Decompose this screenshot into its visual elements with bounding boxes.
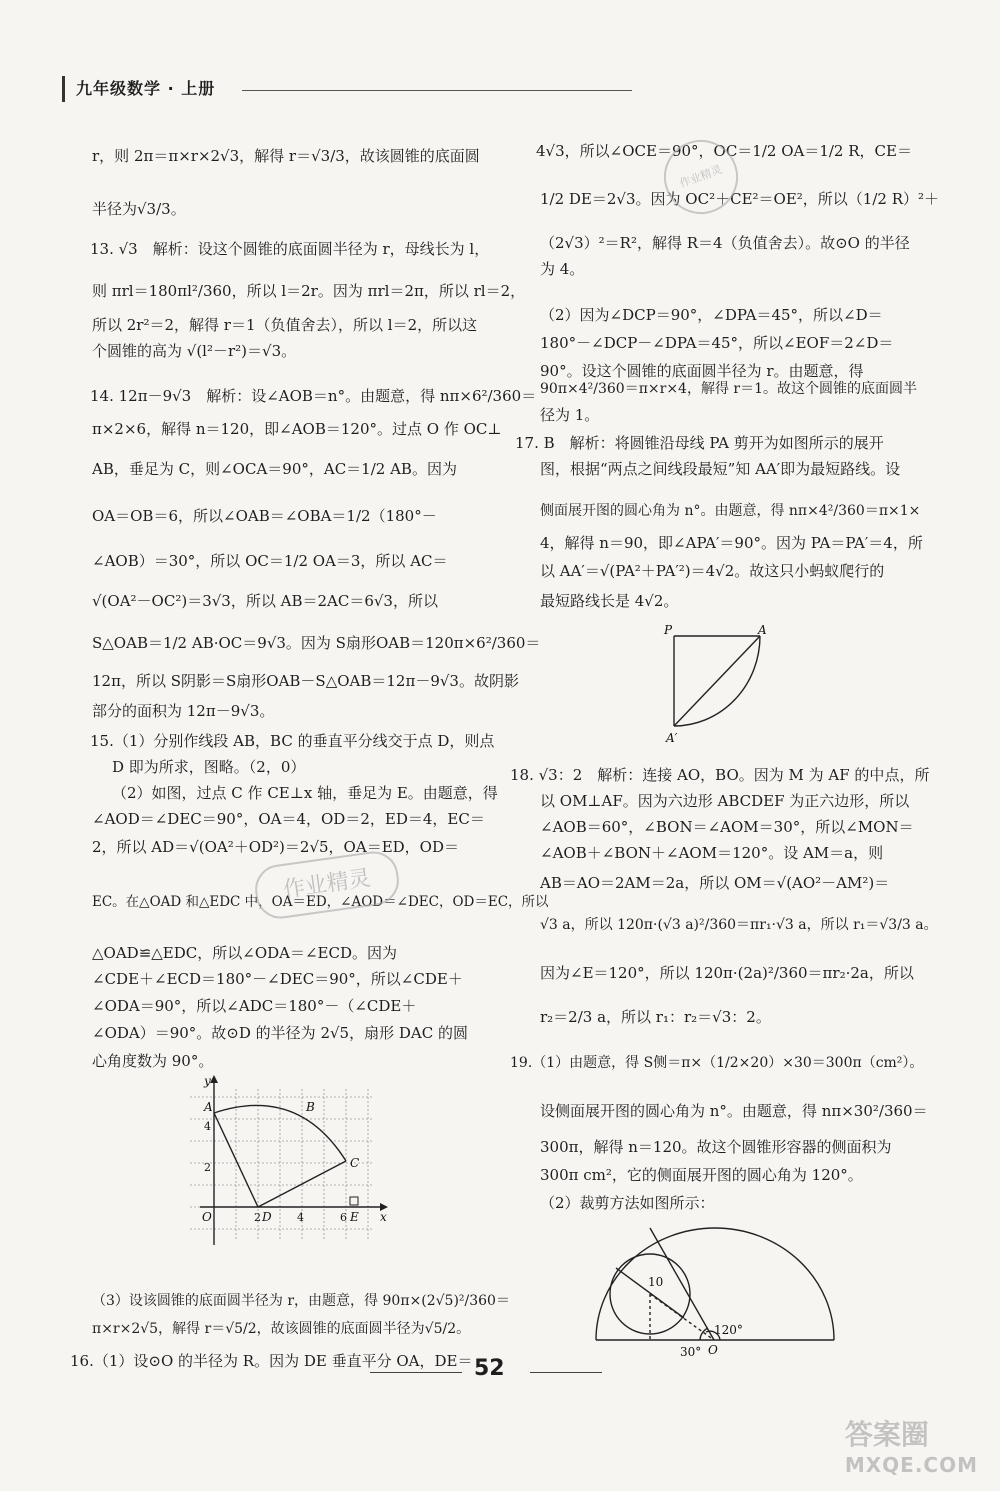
page-number-bar: [0, 1354, 1000, 1390]
text-line: 17. B 解析：将圆锥沿母线 PA 剪开为如图所示的展开: [515, 434, 884, 452]
text-line: （2√3）²＝R²，解得 R＝4（负值舍去）。故⊙O 的半径: [540, 234, 910, 252]
text-line: 300π，解得 n＝120。故这个圆锥形容器的侧面积为: [540, 1138, 892, 1156]
label-a: A: [758, 623, 767, 637]
label-d: D: [262, 1210, 272, 1224]
text-line: （2）如图，过点 C 作 CE⊥x 轴，垂足为 E。由题意，得: [112, 784, 498, 802]
label-c: C: [350, 1156, 360, 1170]
text-line: △OAD≌△EDC，所以∠ODA＝∠ECD。因为: [92, 944, 397, 962]
angle-arc-small: [700, 1328, 708, 1340]
text-line: ∠AOB）＝30°，所以 OC＝1/2 OA＝3，所以 AC＝: [92, 552, 448, 570]
text-line: 14. 12π－9√3 解析：设∠AOB＝n°。由题意，得 nπ×6²/360＝: [90, 387, 537, 405]
label-a-prime: A′: [666, 731, 678, 745]
text-line: 径为 1。: [540, 406, 600, 424]
text-line: 16.（1）设⊙O 的半径为 R。因为 DE 垂直平分 OA，DE＝: [70, 1352, 473, 1370]
text-line: 18. √3：2 解析：连接 AO，BO。因为 M 为 AF 的中点，所: [510, 766, 930, 784]
page-number: 52: [474, 1356, 505, 1381]
text-line: 以 OM⊥AF。因为六边形 ABCDEF 为正六边形，所以: [540, 792, 910, 810]
right-angle-mark: [350, 1197, 358, 1205]
text-line: 因为∠E＝120°，所以 120π·(2a)²/360＝πr₂·2a，所以: [540, 964, 914, 982]
text-line: r，则 2π＝π×r×2√3，解得 r＝√3/3，故该圆锥的底面圆: [92, 147, 480, 165]
text-line: ∠AOB＝60°，∠BON＝∠AOM＝30°，所以∠MON＝: [540, 818, 914, 836]
text-line: AB，垂足为 C，则∠OCA＝90°，AC＝1/2 AB。因为: [92, 460, 457, 478]
tick-y-4: 4: [204, 1120, 211, 1133]
label-o: O: [202, 1210, 212, 1224]
text-line: 最短路线长是 4√2。: [540, 592, 679, 610]
watermark-sub: MXQE.COM: [844, 1453, 978, 1477]
watermark-stamp-mid: [252, 848, 402, 922]
label-p: P: [664, 623, 673, 637]
text-line: 所以 2r²＝2，解得 r＝1（负值舍去），所以 l＝2，所以这: [92, 316, 478, 334]
text-line: 13. √3 解析：设这个圆锥的底面圆半径为 r，母线长为 l，: [90, 240, 490, 258]
coordinate-grid-figure: [180, 1075, 390, 1255]
text-line: r₂＝2/3 a，所以 r₁：r₂＝√3：2。: [540, 1008, 771, 1026]
header-rule: [242, 90, 632, 91]
text-line: OA＝OB＝6，所以∠OAB＝∠OBA＝1/2（180°－: [92, 507, 437, 525]
tick-y-2: 2: [204, 1161, 211, 1174]
label-b: B: [306, 1100, 315, 1114]
text-line: √3 a，所以 120π·(√3 a)²/360＝πr₁·√3 a，所以 r₁＝√3/3 a。: [540, 917, 938, 933]
tick-x-2: 2: [254, 1211, 261, 1224]
text-line: 90π×4²/360＝π×r×4，解得 r＝1。故这个圆锥的底面圆半: [540, 381, 918, 397]
text-line: （2）因为∠DCP＝90°，∠DPA＝45°，所以∠D＝: [540, 306, 883, 324]
text-line: ∠ODA＝90°，所以∠ADC＝180°－（∠CDE＋: [92, 997, 417, 1015]
text-line: D 即为所求，图略。（2，0）: [112, 758, 306, 776]
text-line: 300π cm²，它的侧面展开图的圆心角为 120°。: [540, 1166, 863, 1184]
text-line: （2）裁剪方法如图所示：: [540, 1194, 715, 1212]
text-line: π×r×2√5，解得 r＝√5/2，故该圆锥的底面圆半径为√5/2。: [92, 1321, 471, 1337]
text-line: S△OAB＝1/2 AB·OC＝9√3。因为 S扇形OAB＝120π×6²/360＝: [92, 634, 541, 652]
text-line: 180°－∠DCP－∠DPA＝45°，所以∠EOF＝2∠D＝: [540, 334, 894, 352]
text-line: 15.（1）分别作线段 AB，BC 的垂直平分线交于点 D，则点: [90, 732, 495, 750]
text-line: 4，解得 n＝90，即∠APA′＝90°。因为 PA＝PA′＝4，所: [540, 534, 923, 552]
stamp-text: 作业精灵: [281, 866, 373, 904]
cone-unfold-figure: [660, 622, 780, 747]
header-title: 九年级数学 · 上册: [76, 79, 216, 98]
text-line: （3）设该圆锥的底面圆半径为 r，由题意，得 90π×(2√5)²/360＝: [92, 1293, 510, 1309]
text-line: 侧面展开图的圆心角为 n°。由题意，得 nπ×4²/360＝π×1×: [540, 503, 921, 519]
text-line: 90°。设这个圆锥的底面圆半径为 r。由题意，得: [540, 362, 864, 380]
tick-x-4: 4: [297, 1211, 304, 1224]
segment-dc: [258, 1161, 346, 1207]
text-line: 19.（1）由题意，得 S侧＝π×（1/2×20）×30＝300π（cm²）。: [510, 1055, 924, 1071]
text-line: AB＝AO＝2AM＝2a，所以 OM＝√(AO²－AM²)＝: [540, 874, 890, 892]
page-rule-right: [530, 1372, 602, 1373]
page-rule-left: [370, 1372, 462, 1373]
watermark-main: 答案圈: [844, 1418, 929, 1451]
cutting-method-figure: [590, 1222, 840, 1362]
header-bar: [62, 76, 65, 102]
text-line: ∠ODA）＝90°。故⊙D 的半径为 2√5，扇形 DAC 的圆: [92, 1024, 468, 1042]
text-line: ∠CDE＋∠ECD＝180°－∠DEC＝90°，所以∠CDE＋: [92, 970, 463, 988]
text-line: ∠AOB＋∠BON＋∠AOM＝120°。设 AM＝a，则: [540, 844, 884, 862]
label-e: E: [350, 1210, 359, 1224]
text-line: ∠AOD＝∠DEC＝90°，OA＝4，OD＝2，ED＝4，EC＝: [92, 810, 485, 828]
text-line: 以 AA′＝√(PA²＋PA′²)＝4√2。故这只小蚂蚁爬行的: [540, 562, 885, 580]
text-line: 12π，所以 S阴影＝S扇形OAB－S△OAB＝12π－9√3。故阴影: [92, 672, 519, 690]
tick-x-6: 6: [340, 1211, 347, 1224]
text-line: 半径为√3/3。: [92, 200, 186, 218]
text-line: 图，根据“两点之间线段最短”知 AA′即为最短路线。设: [540, 460, 901, 478]
text-line: 则 πrl＝180πl²/360，所以 l＝2r。因为 πrl＝2π，所以 rl＝2，: [92, 282, 526, 300]
segment-ad: [214, 1113, 258, 1207]
stamp-text: 作业精灵: [677, 162, 724, 191]
text-line: 设侧面展开图的圆心角为 n°。由题意，得 nπ×30²/360＝: [540, 1102, 928, 1120]
text-line: √(OA²－OC²)＝3√3，所以 AB＝2AC＝6√3，所以: [92, 592, 438, 610]
text-line: 为 4。: [540, 260, 585, 278]
text-line: 2，所以 AD＝√(OA²＋OD²)＝2√5，OA＝ED，OD＝: [92, 838, 459, 856]
site-watermark: [845, 1413, 978, 1477]
label-x: x: [380, 1210, 387, 1224]
label-angle-30: 30°: [680, 1345, 702, 1359]
text-line: EC。在△OAD 和△EDC 中，OA＝ED，∠AOD＝∠DEC，OD＝EC，所以: [92, 894, 549, 910]
text-line: 1/2 DE＝2√3。因为 OC²＋CE²＝OE²，所以（1/2 R）²＋: [540, 190, 940, 208]
label-o: O: [708, 1343, 718, 1357]
label-radius: 10: [648, 1275, 664, 1289]
running-header: [62, 74, 632, 104]
label-a: A: [204, 1100, 213, 1114]
segment-aa-prime: [674, 636, 760, 726]
label-y: y: [204, 1075, 211, 1088]
text-line: 部分的面积为 12π－9√3。: [92, 702, 275, 720]
label-angle-120: 120°: [714, 1323, 743, 1337]
text-line: 4√3，所以∠OCE＝90°，OC＝1/2 OA＝1/2 R，CE＝: [536, 142, 912, 160]
text-line: 心角度数为 90°。: [92, 1052, 214, 1070]
text-line: 个圆锥的高为 √(l²－r²)＝√3。: [92, 342, 297, 360]
text-line: π×2×6，解得 n＝120，即∠AOB＝120°。过点 O 作 OC⊥: [92, 420, 502, 438]
y-arrow: [210, 1075, 218, 1083]
